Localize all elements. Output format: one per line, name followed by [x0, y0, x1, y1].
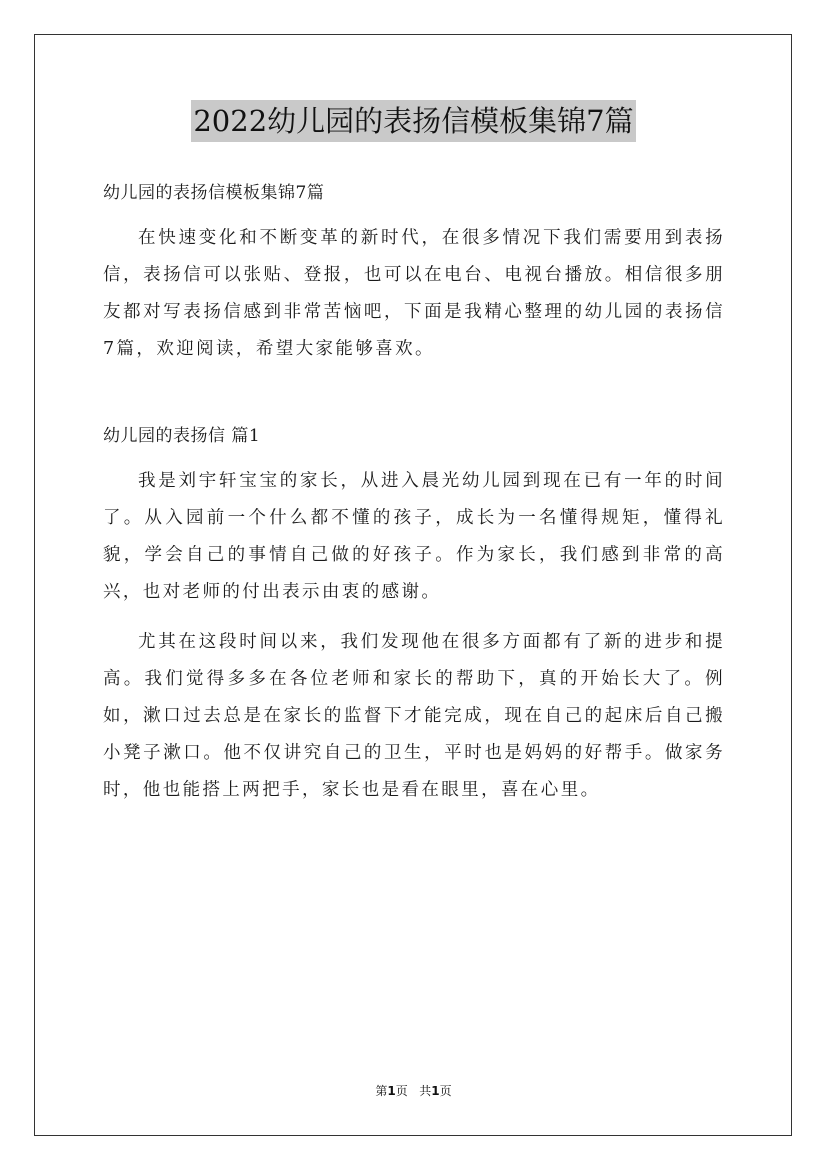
document-subtitle: 幼儿园的表扬信模板集锦7篇: [103, 183, 325, 203]
spacer: [103, 456, 725, 463]
total-suffix: 页: [439, 1084, 452, 1098]
body-paragraph: 我是刘宇轩宝宝的家长，从进入晨光幼儿园到现在已有一年的时间了。从入园前一个什么都不懂的孩子，成长为一名懂得规矩，懂得礼貌，学会自己的事情自己做的好孩子。作为家长，我们感到非常的高兴，也对老师的付出表示由衷的感谢。: [103, 471, 725, 602]
total-pages: 1: [431, 1084, 440, 1098]
page-suffix: 页: [395, 1084, 408, 1098]
page-prefix: 第: [375, 1084, 388, 1098]
total-prefix: 共: [419, 1084, 432, 1098]
body-paragraph: 尤其在这段时间以来，我们发现他在很多方面都有了新的进步和提高。我们觉得多多在各位老师和家长的帮助下，真的开始长大了。例如，漱口过去总是在家长的监督下才能完成，现在自己的起床后自己搬小凳子漱口。他不仅讲究自己的卫生，平时也是妈妈的好帮手。做家务时，他也能搭上两把手，家长也是看在眼里，喜在心里。: [103, 632, 725, 800]
spacer: [103, 213, 725, 220]
document-title: 2022幼儿园的表扬信模板集锦7篇: [191, 100, 635, 142]
title-container: [0, 100, 827, 142]
intro-paragraph: 在快速变化和不断变革的新时代，在很多情况下我们需要用到表扬信，表扬信可以张贴、登报，也可以在电台、电视台播放。相信很多朋友都对写表扬信感到非常苦恼吧，下面是我精心整理的幼儿园的表扬信7篇，欢迎阅读，希望大家能够喜欢。: [103, 228, 725, 359]
page-number: 1: [387, 1084, 396, 1098]
section-heading: 幼儿园的表扬信 篇1: [103, 426, 261, 446]
spacer: [103, 611, 725, 624]
page-footer: [0, 1083, 827, 1099]
document-body: [103, 173, 725, 809]
spacer: [103, 368, 725, 416]
